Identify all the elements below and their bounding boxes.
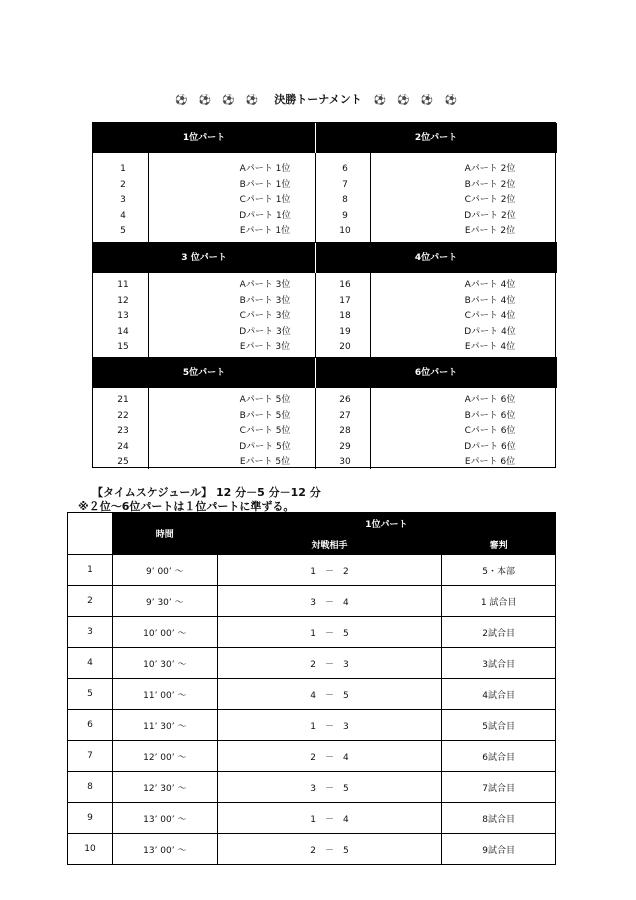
match-time: 13’ 00’ ～ — [112, 834, 217, 865]
seed-number: 7 — [342, 179, 348, 190]
table-row — [68, 679, 556, 710]
team-label: Eパート 2位 — [464, 226, 516, 236]
match-header: 対戦相手 — [217, 534, 442, 555]
seed-number: 27 — [339, 410, 351, 421]
team-label: Cパート 6位 — [464, 426, 516, 436]
bracket-header-row — [93, 358, 557, 388]
match-pair: 3 － 4 — [217, 586, 442, 617]
team-label: Aパート 5位 — [239, 395, 291, 405]
seed-number: 26 — [339, 395, 351, 405]
team-label: Bパート 2位 — [464, 179, 516, 190]
schedule-rows — [68, 555, 556, 865]
seed-number: 21 — [117, 395, 129, 405]
match-time: 11’ 00’ ～ — [112, 679, 217, 710]
seed-number: 22 — [117, 410, 129, 421]
part-header: 1位パート — [217, 513, 555, 534]
bracket-entry — [93, 393, 557, 408]
referee: 8試合目 — [442, 803, 556, 834]
team-label: Cパート 5位 — [239, 426, 291, 436]
bracket-entry — [93, 440, 557, 455]
bracket-block — [93, 243, 557, 358]
bracket-header-row — [93, 243, 557, 273]
seed-number: 15 — [117, 342, 129, 352]
team-label: Aパート 2位 — [464, 164, 516, 174]
match-no: 5 — [68, 679, 113, 710]
match-time: 9’ 30’ ～ — [112, 586, 217, 617]
team-label: Dパート 2位 — [464, 210, 516, 221]
match-no: 10 — [68, 834, 113, 865]
table-row — [68, 772, 556, 803]
team-label: Aパート 1位 — [239, 164, 291, 174]
match-pair: 1 － 3 — [217, 710, 442, 741]
bracket-part-header: 6位パート — [414, 368, 458, 378]
team-label: Eパート 5位 — [239, 457, 291, 467]
title-text: 決勝トーナメント — [274, 93, 362, 106]
table-row — [68, 834, 556, 865]
seed-number: 10 — [339, 226, 351, 236]
table-row — [68, 741, 556, 772]
team-label: Bパート 5位 — [239, 410, 291, 421]
bracket-entry — [93, 178, 557, 193]
bracket-entry — [93, 424, 557, 439]
team-label: Eパート 3位 — [239, 342, 291, 352]
team-label: Eパート 6位 — [464, 457, 516, 467]
team-label: Bパート 6位 — [464, 410, 516, 421]
seed-number: 19 — [339, 326, 351, 337]
team-label: Eパート 4位 — [464, 342, 516, 352]
bracket-part-header: 4位パート — [414, 253, 458, 263]
table-row — [68, 586, 556, 617]
referee: 3試合目 — [442, 648, 556, 679]
team-label: Bパート 4位 — [464, 295, 516, 306]
seed-number: 1 — [120, 164, 126, 174]
referee: 1 試合目 — [442, 586, 556, 617]
seed-number: 17 — [339, 295, 351, 306]
team-label: Cパート 3位 — [239, 311, 291, 321]
referee: 5試合目 — [442, 710, 556, 741]
bracket-part-header: 1位パート — [93, 123, 316, 153]
team-label: Dパート 1位 — [239, 210, 291, 221]
team-label: Dパート 3位 — [239, 326, 291, 337]
seed-number: 20 — [339, 342, 351, 352]
bracket-entry — [93, 224, 557, 239]
match-time: 9’ 00’ ～ — [112, 555, 217, 586]
table-row — [68, 617, 556, 648]
match-time: 10’ 30’ ～ — [112, 648, 217, 679]
match-no: 8 — [68, 772, 113, 803]
schedule-title: 【タイムスケジュール】 12 分－5 分－12 分 — [92, 486, 321, 499]
bracket-entry — [93, 209, 557, 224]
page-title — [0, 91, 636, 107]
bracket-entry — [93, 309, 557, 324]
seed-number: 14 — [117, 326, 129, 337]
match-pair: 4 － 5 — [217, 679, 442, 710]
seed-number: 24 — [117, 441, 129, 452]
soccer-ball-icon: ⚽ ⚽ ⚽ ⚽ — [175, 95, 263, 106]
bracket-entry — [93, 340, 557, 355]
bracket-grid — [92, 122, 556, 468]
match-time: 13’ 00’ ～ — [112, 803, 217, 834]
seed-number: 8 — [342, 195, 348, 205]
table-row — [68, 710, 556, 741]
seed-number: 13 — [117, 311, 129, 321]
bracket-entry — [93, 193, 557, 208]
seed-number: 9 — [342, 210, 348, 221]
seed-number: 4 — [120, 210, 126, 221]
match-time: 12’ 30’ ～ — [112, 772, 217, 803]
ref-header: 審判 — [442, 534, 556, 555]
team-label: Aパート 3位 — [239, 280, 291, 290]
match-no: 2 — [68, 586, 113, 617]
bracket-block — [93, 123, 557, 243]
seed-number: 6 — [342, 164, 348, 174]
bracket-entry — [93, 325, 557, 340]
match-no: 6 — [68, 710, 113, 741]
match-pair: 3 － 5 — [217, 772, 442, 803]
seed-number: 25 — [117, 457, 129, 467]
team-label: Bパート 3位 — [239, 295, 291, 306]
soccer-ball-icon: ⚽ ⚽ ⚽ ⚽ — [373, 95, 461, 106]
team-label: Dパート 5位 — [239, 441, 291, 452]
seed-number: 18 — [339, 311, 351, 321]
seed-number: 30 — [339, 457, 351, 467]
referee: 7試合目 — [442, 772, 556, 803]
seed-number: 11 — [117, 280, 129, 290]
table-row — [68, 648, 556, 679]
match-no: 7 — [68, 741, 113, 772]
seed-number: 29 — [339, 441, 351, 452]
time-header: 時間 — [112, 513, 217, 555]
match-pair: 1 － 4 — [217, 803, 442, 834]
match-time: 11’ 30’ ～ — [112, 710, 217, 741]
team-label: Dパート 6位 — [464, 441, 516, 452]
match-time: 10’ 00’ ～ — [112, 617, 217, 648]
referee: 6試合目 — [442, 741, 556, 772]
bracket-block — [93, 358, 557, 469]
bracket-entry — [93, 409, 557, 424]
match-pair: 2 － 4 — [217, 741, 442, 772]
team-label: Cパート 4位 — [464, 311, 516, 321]
match-pair: 1 － 5 — [217, 617, 442, 648]
schedule-note: ※２位～6位パートは１位パートに準ずる。 — [78, 500, 295, 513]
table-row — [68, 803, 556, 834]
bracket-header-row — [93, 123, 557, 153]
team-label: Aパート 4位 — [464, 280, 516, 290]
seed-number: 5 — [120, 226, 126, 236]
seed-number: 23 — [117, 426, 129, 436]
seed-number: 3 — [120, 195, 126, 205]
bracket-part-header: 5位パート — [93, 358, 316, 388]
bracket-entry — [93, 455, 557, 470]
referee: 4試合目 — [442, 679, 556, 710]
match-no: 1 — [68, 555, 113, 586]
schedule-table — [67, 512, 556, 865]
team-label: Bパート 1位 — [239, 179, 291, 190]
bracket-entry — [93, 294, 557, 309]
match-no: 3 — [68, 617, 113, 648]
team-label: Cパート 2位 — [464, 195, 516, 205]
table-row — [68, 555, 556, 586]
referee: 9試合目 — [442, 834, 556, 865]
bracket-entry — [93, 278, 557, 293]
referee: 2試合目 — [442, 617, 556, 648]
match-pair: 2 － 3 — [217, 648, 442, 679]
bracket-part-header: 2位パート — [414, 133, 458, 143]
team-label: Dパート 4位 — [464, 326, 516, 337]
seed-number: 16 — [339, 280, 351, 290]
seed-number: 2 — [120, 179, 126, 190]
team-label: Aパート 6位 — [464, 395, 516, 405]
seed-number: 28 — [339, 426, 351, 436]
match-pair: 2 － 5 — [217, 834, 442, 865]
match-time: 12’ 00’ ～ — [112, 741, 217, 772]
bracket-entry — [93, 162, 557, 177]
match-no: 4 — [68, 648, 113, 679]
team-label: Cパート 1位 — [239, 195, 291, 205]
seed-number: 12 — [117, 295, 129, 306]
bracket-part-header: 3 位パート — [93, 243, 316, 273]
match-pair: 1 － 2 — [217, 555, 442, 586]
no-header — [68, 513, 113, 555]
referee: 5・本部 — [442, 555, 556, 586]
match-no: 9 — [68, 803, 113, 834]
team-label: Eパート 1位 — [239, 226, 291, 236]
